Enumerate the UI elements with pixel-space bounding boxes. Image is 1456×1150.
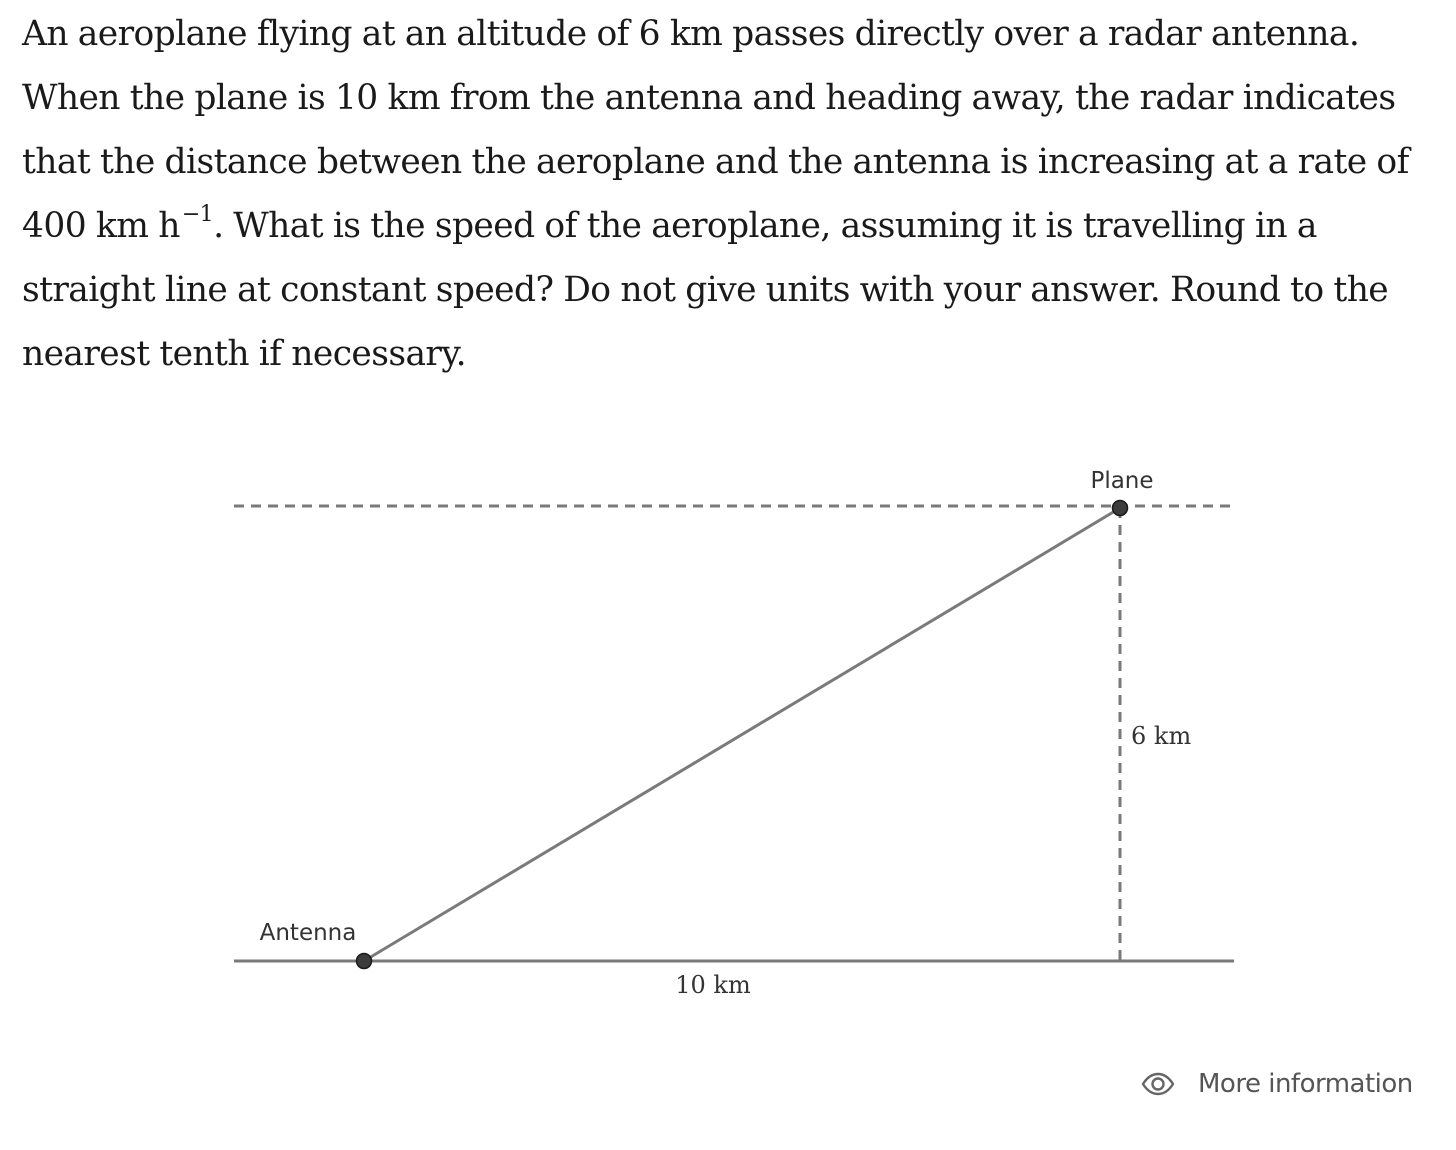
distance-line (364, 508, 1120, 961)
plane-label: Plane (1090, 468, 1154, 494)
eye-icon (1140, 1066, 1176, 1102)
more-information-button[interactable] (1140, 1066, 1413, 1102)
antenna-label: Antenna (259, 920, 357, 946)
unit-exponent: −1 (181, 201, 214, 227)
question-part-1: An aeroplane flying at an altitude of 6 km passes directly over a radar antenna. When the plane is 10 km from the antenna and heading away, the radar indicates that the distance between the aeroplane and the antenna is increasing at a rate of 400 km h (22, 14, 1409, 246)
distance-label: 10 km (675, 971, 751, 999)
more-information-label: More information (1198, 1069, 1413, 1099)
altitude-label: 6 km (1131, 722, 1192, 750)
plane-point (1113, 501, 1128, 516)
question-part-2: . What is the speed of the aeroplane, assuming it is travelling in a straight line at constant speed? Do not give units with your answer. Round to the nearest tenth if necessary. (22, 206, 1389, 374)
antenna-point (357, 954, 372, 969)
